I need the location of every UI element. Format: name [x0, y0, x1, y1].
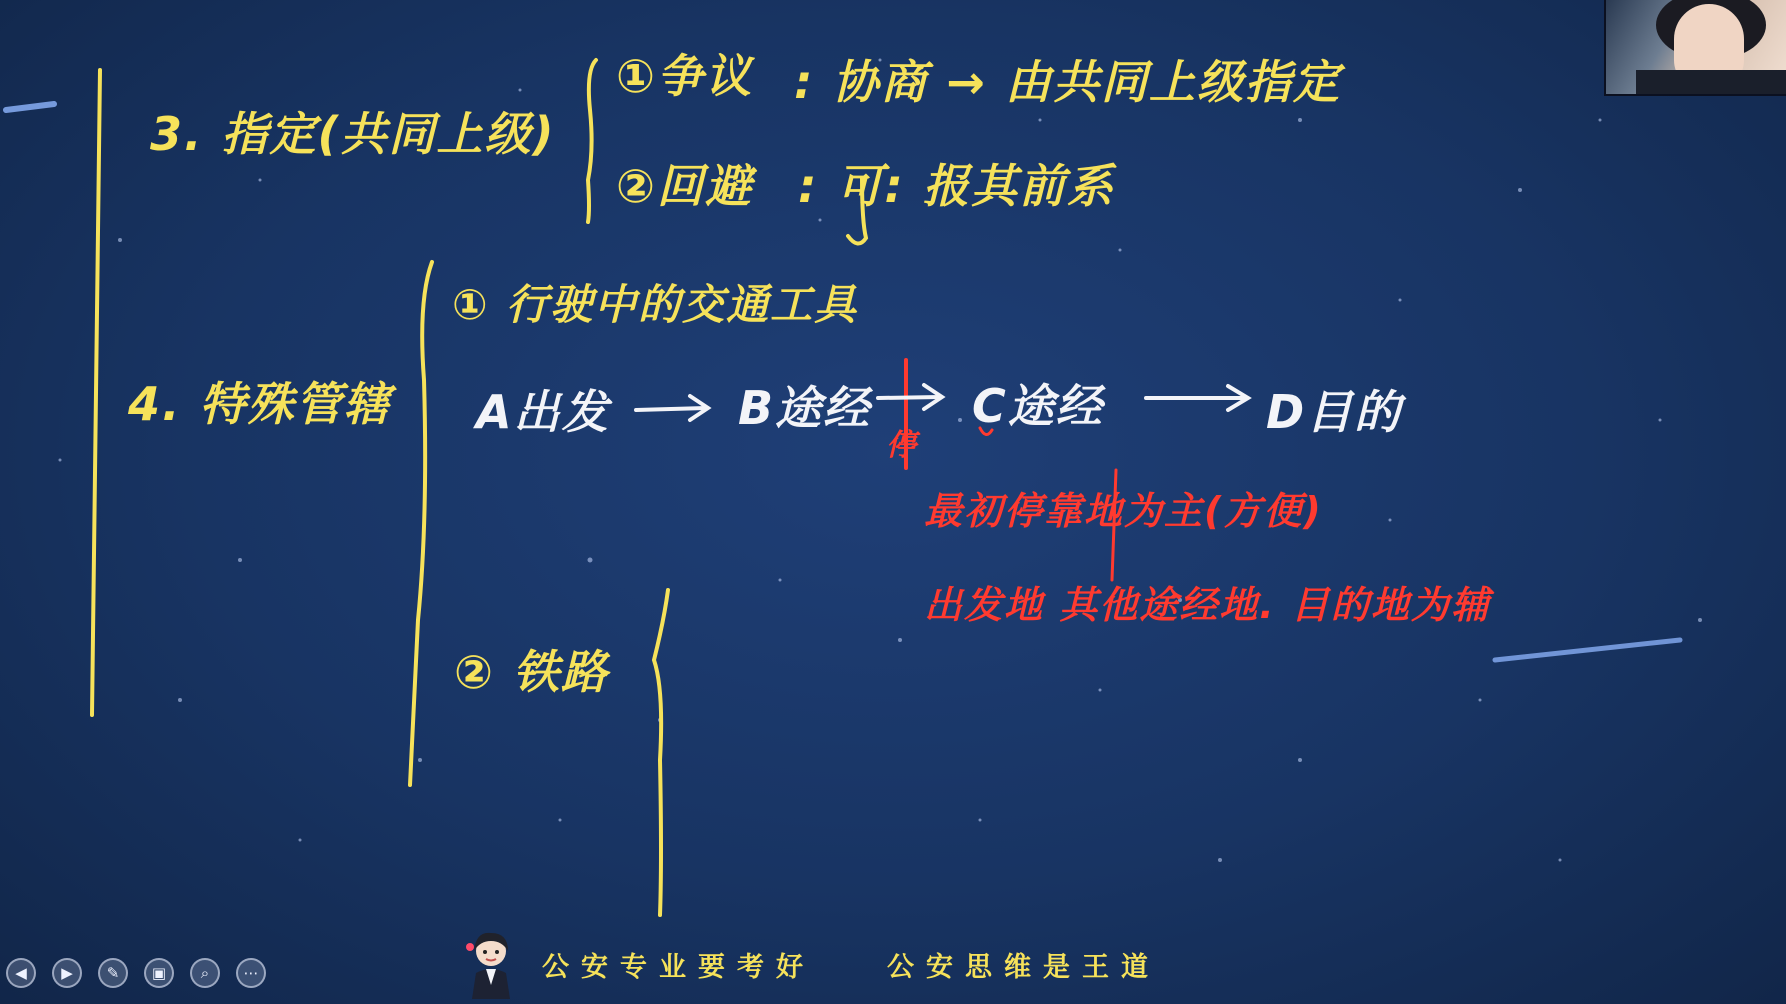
item3-sub1-label: ①争议 — [616, 49, 753, 103]
item3-heading: 3. 指定(共同上级) — [150, 107, 556, 161]
item3-sub1-text: : 协商 → 由共同上级指定 — [794, 55, 1341, 109]
more-icon[interactable]: ⋯ — [236, 958, 266, 988]
screen-icon[interactable]: ▣ — [144, 958, 174, 988]
red-note-secondary: 出发地 其他途经地. 目的地为辅 — [924, 583, 1491, 627]
zoom-icon[interactable]: ⌕ — [190, 958, 220, 988]
item4-sub1-label: ① 行驶中的交通工具 — [452, 280, 859, 329]
red-note-primary: 最初停靠地为主(方便) — [924, 489, 1323, 533]
prev-icon[interactable]: ◀ — [6, 958, 36, 988]
next-icon[interactable]: ▶ — [52, 958, 82, 988]
route-waypoint-c: C途经 — [972, 379, 1104, 433]
item4-sub2-label: ② 铁路 — [454, 645, 609, 699]
presenter-webcam — [1604, 0, 1786, 96]
presenter-shirt — [1636, 70, 1786, 96]
route-start: A出发 — [476, 385, 610, 439]
footer-slogan-1: 公安专业要考好 — [542, 951, 815, 983]
route-waypoint-b: B途经 — [738, 381, 872, 435]
presentation-toolbar — [6, 958, 266, 988]
route-end: D目的 — [1266, 385, 1403, 439]
footer-banner — [462, 934, 1160, 994]
item3-sub2-label: ②回避 — [616, 159, 753, 213]
mascot-icon — [462, 929, 520, 999]
footer-slogan-2: 公安思维是王道 — [887, 951, 1160, 983]
route-stop-mark: 停 — [886, 428, 918, 463]
pen-icon[interactable]: ✎ — [98, 958, 128, 988]
item3-sub2-text: : 可: 报其前系 — [798, 159, 1115, 213]
item4-heading: 4. 特殊管辖 — [128, 377, 392, 431]
